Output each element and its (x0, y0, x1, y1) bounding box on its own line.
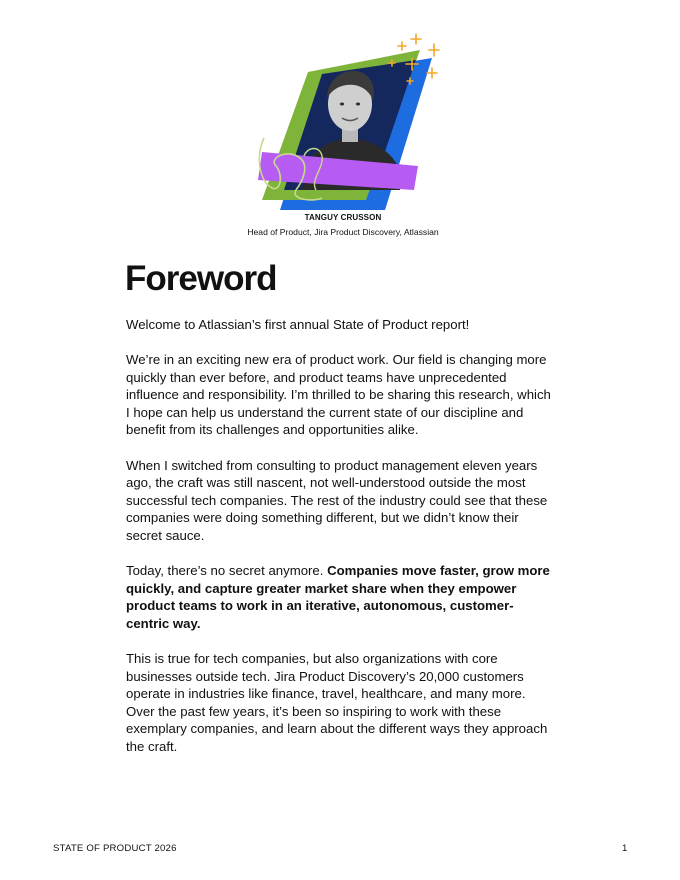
paragraph-intro: Welcome to Atlassian’s first annual State of Product report! (126, 317, 470, 332)
paragraph-no-secret-emphasis: Companies move faster, grow more quickly, and capture greater market share when they empower product teams to work in an iterative, autonomous, customer-centric way. (126, 563, 550, 631)
paragraph-new-era: We’re in an exciting new era of product work. Our field is changing more quickly than ever before, and product teams have unprecedented influence and responsibility. I’m thrilled to be sharing this research, which I hope can help us understand the current state of our discipline and benefit from its challenges and opportunities alike. (126, 352, 551, 438)
author-portrait-illustration (250, 30, 450, 210)
author-portrait (250, 30, 450, 210)
author-role: Head of Product, Jira Product Discovery, Atlassian (247, 227, 439, 237)
footer-page-number: 1 (622, 843, 628, 854)
paragraph-no-secret-lead: Today, there’s no secret anymore. (126, 563, 328, 579)
paragraph-no-secret (126, 562, 554, 632)
paragraph-background: When I switched from consulting to product management eleven years ago, the craft was still nascent, not well-understood outside the most successful tech companies. The rest of the industry could see that these companies were doing something different, but we didn’t know their secret sauce. (126, 457, 548, 543)
paragraph-customers: This is true for tech companies, but also organizations with core businesses outside tech. Jira Product Discovery’s 20,000 customers operate in industries like finance, travel, healthcare, and many more. Over the past few years, it’s been so inspiring to work with these exemplary companies, and learn about the different ways they approach the craft. (126, 650, 548, 754)
foreword-body (126, 316, 554, 773)
footer-report-name: STATE OF PRODUCT 2026 (53, 843, 177, 854)
author-name: TANGUY CRUSSON (304, 213, 382, 222)
page-title: Foreword (125, 259, 277, 298)
